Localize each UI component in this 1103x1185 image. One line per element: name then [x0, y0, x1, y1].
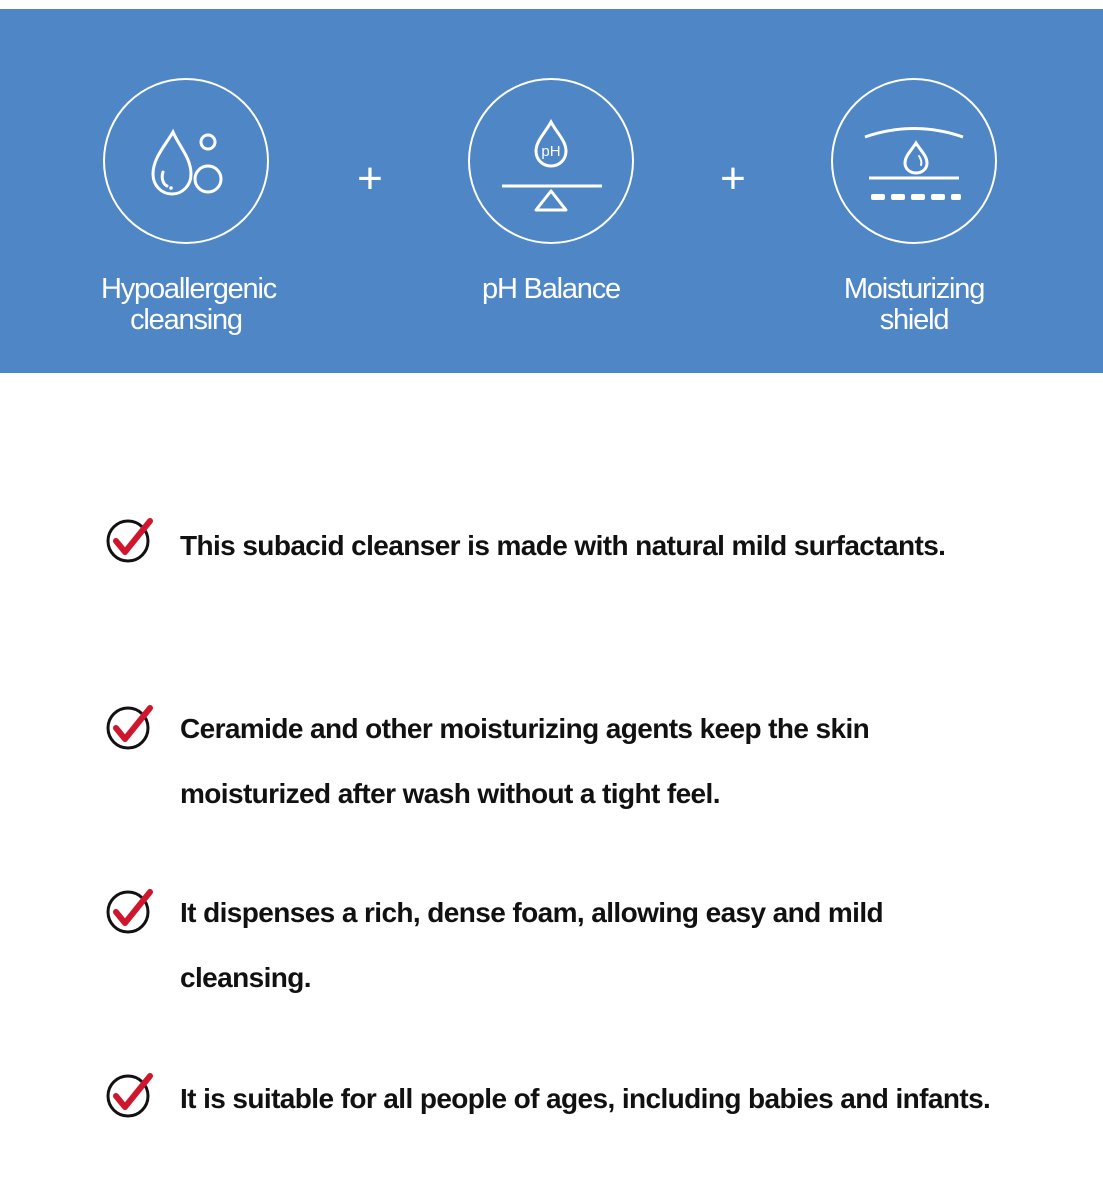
bullet-text: It is suitable for all people of ages, including babies and infants.: [180, 1083, 991, 1114]
feature-circle: [831, 78, 997, 244]
feature-label: Hypoallergenic cleansing: [101, 273, 277, 336]
feature-circle: [468, 78, 634, 244]
check-icon: [104, 886, 156, 934]
feature-circle: [103, 78, 269, 244]
check-icon: [104, 702, 156, 750]
feature-label: Moisturizing shield: [843, 273, 985, 336]
plus-sign: +: [720, 154, 746, 203]
feature-banner: [0, 9, 1103, 373]
feature-ph-balance: [466, 78, 636, 305]
plus-sign: +: [357, 154, 383, 203]
bullet-text: Ceramide and other moisturizing agents keep the skin moisturized after wash without a tight feel.: [180, 713, 870, 809]
feature-moisturizing-shield: [829, 78, 999, 336]
check-icon: [104, 515, 156, 563]
check-icon: [104, 1070, 156, 1118]
feature-hypoallergenic: [101, 78, 277, 336]
bullet-text: It dispenses a rich, dense foam, allowing easy and mild cleansing.: [180, 897, 883, 993]
ph-balance-icon: [470, 80, 632, 242]
feature-label: pH Balance: [482, 273, 620, 305]
droplets-icon: [105, 80, 267, 242]
ph-text: pH: [541, 143, 561, 160]
bullet-text: This subacid cleanser is made with natural mild surfactants.: [180, 530, 946, 561]
moisture-shield-icon: [833, 80, 995, 242]
